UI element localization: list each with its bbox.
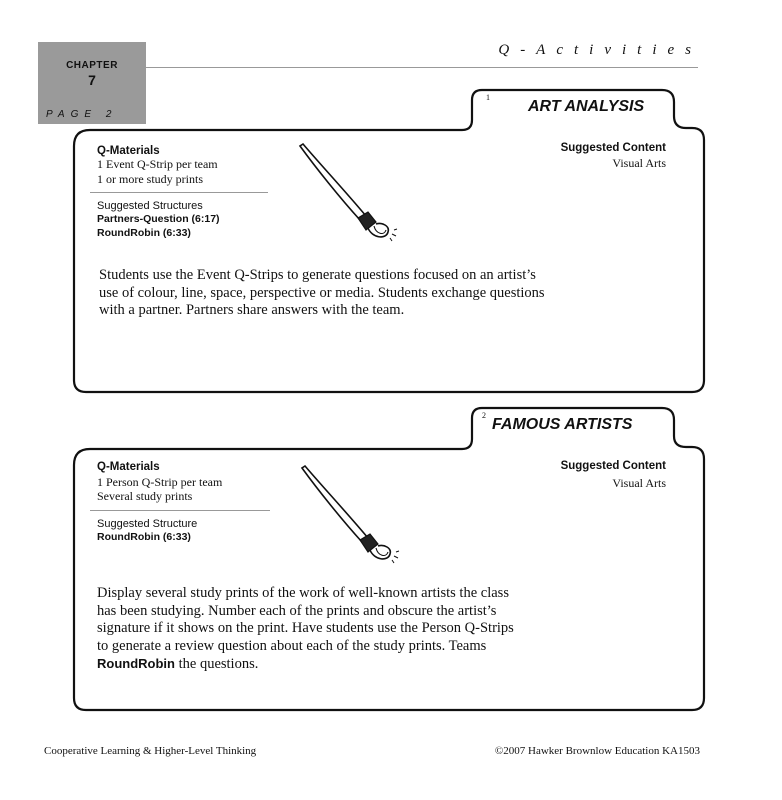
footer-right: ©2007 Hawker Brownlow Education KA1503: [494, 745, 700, 757]
card-1-material-item: 1 or more study prints: [97, 172, 203, 186]
footer-left: Cooperative Learning & Higher-Level Thinking: [44, 745, 257, 757]
card-1-divider: [90, 192, 268, 193]
card-2-description-line: to generate a review question about each of the study prints. Teams: [97, 637, 487, 654]
card-1-structure-item: RoundRobin (6:33): [97, 227, 191, 239]
chapter-number: 7: [88, 72, 96, 88]
card-1-number: 1: [486, 93, 490, 102]
page-label: PAGE 2: [46, 109, 118, 120]
card-2-description-line-last: [97, 655, 514, 674]
card-2-structures-heading: Suggested Structure: [97, 518, 198, 530]
card-2-material-item: 1 Person Q-Strip per team: [97, 475, 223, 489]
chapter-label: CHAPTER: [66, 60, 118, 71]
card-2-content-value: Visual Arts: [612, 476, 666, 490]
card-1-description-line: use of colour, line, space, perspective or media. Students exchange questions: [99, 284, 545, 301]
card-2-description: [97, 585, 514, 674]
card-2-number: 2: [482, 411, 486, 420]
card-1-description-line: with a partner. Partners share answers with the team.: [99, 302, 405, 318]
card-1-structure-item: Partners-Question (6:17): [97, 213, 220, 225]
card-2-content-heading: Suggested Content: [560, 460, 666, 472]
card-1-description: [99, 267, 545, 320]
card-2-material-item: Several study prints: [97, 489, 193, 503]
card-2-description-line: has been studying. Number each of the prints and obscure the artist’s: [97, 602, 497, 619]
paintbrush-icon: [298, 464, 408, 568]
roundrobin-inline: RoundRobin: [97, 656, 175, 671]
card-2-title: FAMOUS ARTISTS: [492, 416, 633, 433]
section-title: Q-Activities: [498, 42, 702, 58]
card-2-structure-item: RoundRobin (6:33): [97, 531, 191, 543]
card-1-description-line: Students use the Event Q-Strips to generate questions focused on an artist’s: [99, 267, 536, 283]
card-1-content-heading: Suggested Content: [560, 142, 666, 154]
card-2-description-line: Display several study prints of the work of well-known artists the class: [97, 585, 509, 601]
card-2-materials-heading: Q-Materials: [97, 461, 160, 473]
card-2-description-line: signature if it shows on the print. Have students use the Person Q-Strips: [97, 620, 514, 636]
card-1-material-item: 1 Event Q-Strip per team: [97, 157, 218, 171]
card-1-structures-heading: Suggested Structures: [97, 200, 203, 212]
card-2-divider: [90, 510, 270, 511]
paintbrush-icon: [296, 142, 406, 246]
card-1-title: ART ANALYSIS: [528, 98, 645, 115]
card-1-materials-heading: Q-Materials: [97, 145, 160, 157]
card-1-content-value: Visual Arts: [612, 156, 666, 170]
card-2-description-tail: the questions.: [174, 656, 259, 672]
